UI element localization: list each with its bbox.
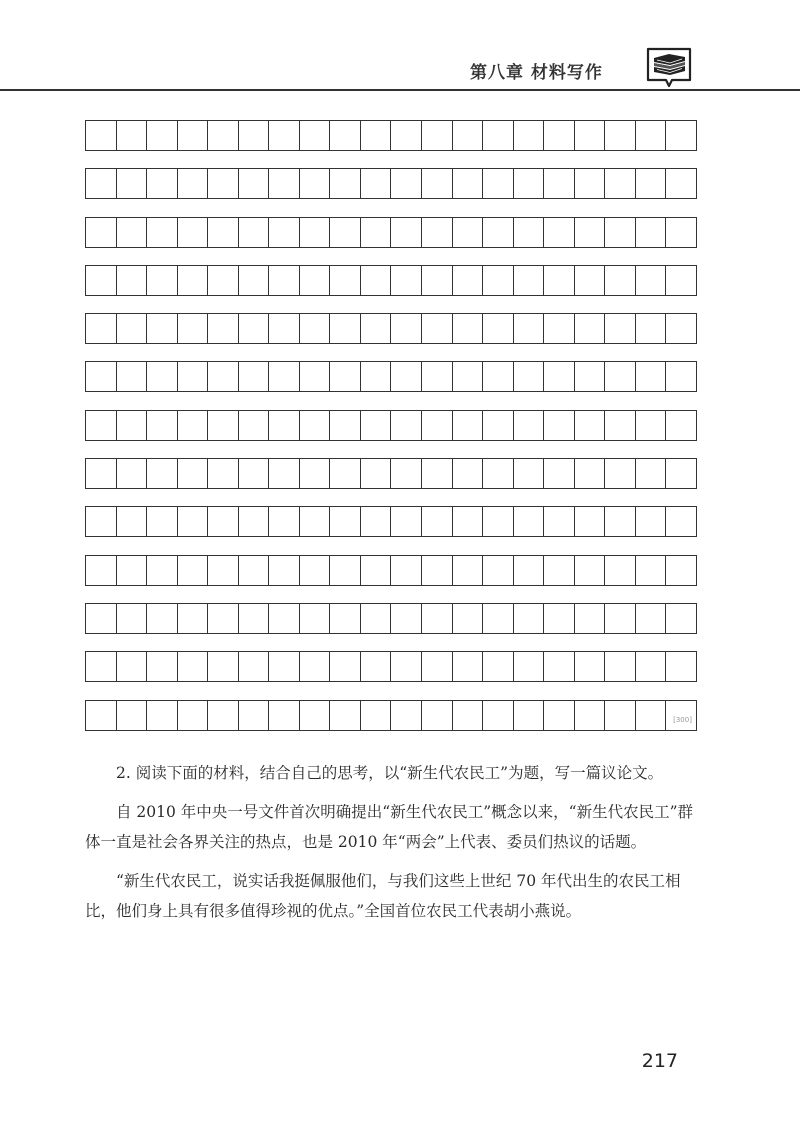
grid-cell[interactable] [391,362,422,391]
grid-cell[interactable] [117,556,148,585]
grid-cell[interactable] [117,507,148,536]
grid-cell[interactable] [330,218,361,247]
grid-cell[interactable] [514,411,545,440]
grid-cell[interactable] [178,169,209,198]
grid-cell[interactable] [391,556,422,585]
grid-cell[interactable] [147,701,178,730]
grid-cell[interactable] [391,266,422,295]
grid-cell[interactable] [636,411,667,440]
grid-cell[interactable] [605,411,636,440]
grid-cell[interactable] [147,169,178,198]
grid-cell[interactable] [361,266,392,295]
grid-cell[interactable] [544,411,575,440]
writing-grid [85,120,697,748]
grid-cell[interactable] [86,556,117,585]
grid-cell[interactable] [86,266,117,295]
grid-cell[interactable] [514,652,545,681]
grid-cell[interactable] [208,121,239,150]
grid-cell[interactable] [453,604,484,633]
grid-cell[interactable] [636,218,667,247]
grid-cell[interactable] [117,169,148,198]
grid-row [85,168,697,199]
grid-cell[interactable] [330,411,361,440]
grid-cell[interactable] [361,459,392,488]
grid-row [85,603,697,634]
grid-cell[interactable] [330,459,361,488]
grid-cell[interactable] [330,604,361,633]
grid-cell[interactable] [575,604,606,633]
grid-row [85,410,697,441]
grid-cell[interactable] [575,411,606,440]
grid-cell[interactable] [239,459,270,488]
grid-cell[interactable] [269,701,300,730]
grid-cell[interactable] [666,169,697,198]
grid-cell[interactable] [269,121,300,150]
grid-cell[interactable] [544,169,575,198]
grid-cell[interactable] [178,314,209,343]
grid-cell[interactable] [483,556,514,585]
grid-cell[interactable] [575,362,606,391]
grid-cell[interactable] [544,652,575,681]
grid-cell[interactable] [208,411,239,440]
grid-cell[interactable] [544,556,575,585]
grid-cell[interactable] [86,701,117,730]
grid-cell[interactable] [178,362,209,391]
grid-cell[interactable] [453,362,484,391]
grid-cell[interactable] [422,411,453,440]
grid-cell[interactable] [147,314,178,343]
grid-cell[interactable] [269,604,300,633]
grid-cell[interactable] [361,507,392,536]
grid-cell[interactable] [391,314,422,343]
grid-cell[interactable] [483,652,514,681]
grid-cell[interactable] [422,701,453,730]
grid-cell[interactable] [544,362,575,391]
grid-cell[interactable] [269,459,300,488]
grid-cell[interactable] [300,507,331,536]
grid-cell[interactable] [514,266,545,295]
grid-cell[interactable] [605,507,636,536]
grid-cell[interactable] [178,507,209,536]
grid-cell[interactable] [422,507,453,536]
grid-cell[interactable] [86,507,117,536]
grid-cell[interactable] [636,314,667,343]
grid-cell[interactable] [178,266,209,295]
grid-cell[interactable] [514,701,545,730]
grid-cell[interactable] [361,411,392,440]
grid-cell[interactable] [208,701,239,730]
grid-cell[interactable] [208,652,239,681]
grid-cell[interactable] [147,121,178,150]
grid-cell[interactable] [239,556,270,585]
grid-cell[interactable] [483,459,514,488]
grid-cell[interactable] [86,362,117,391]
grid-cell[interactable] [269,411,300,440]
grid-cell[interactable] [117,121,148,150]
grid-cell[interactable] [269,314,300,343]
grid-cell[interactable] [239,266,270,295]
grid-cell[interactable] [514,604,545,633]
grid-cell[interactable] [208,314,239,343]
grid-cell[interactable] [178,121,209,150]
grid-cell[interactable] [361,652,392,681]
grid-cell[interactable] [453,507,484,536]
grid-cell[interactable] [636,266,667,295]
grid-cell[interactable] [483,121,514,150]
grid-row [85,265,697,296]
grid-cell[interactable] [361,169,392,198]
grid-cell[interactable] [269,507,300,536]
grid-cell[interactable] [361,604,392,633]
grid-cell[interactable] [666,652,697,681]
grid-cell[interactable] [147,652,178,681]
grid-cell[interactable] [300,604,331,633]
grid-cell[interactable] [605,556,636,585]
grid-row [85,120,697,151]
grid-cell[interactable] [391,652,422,681]
grid-cell[interactable] [544,218,575,247]
grid-cell[interactable] [514,169,545,198]
grid-cell[interactable] [239,701,270,730]
grid-cell[interactable] [514,459,545,488]
grid-cell[interactable] [422,652,453,681]
grid-cell[interactable] [605,169,636,198]
grid-cell[interactable] [575,266,606,295]
grid-cell[interactable] [666,314,697,343]
grid-cell[interactable] [453,266,484,295]
grid-cell[interactable] [86,459,117,488]
grid-cell[interactable] [483,701,514,730]
grid-cell[interactable] [514,121,545,150]
grid-cell[interactable] [361,701,392,730]
grid-cell[interactable] [605,459,636,488]
grid-cell[interactable] [453,701,484,730]
grid-cell[interactable] [666,507,697,536]
grid-row [85,506,697,537]
grid-cell[interactable] [147,266,178,295]
grid-cell[interactable] [422,169,453,198]
grid-cell[interactable] [208,362,239,391]
grid-cell[interactable] [605,701,636,730]
grid-cell[interactable] [239,218,270,247]
grid-cell[interactable] [361,218,392,247]
grid-cell[interactable] [300,266,331,295]
grid-row [85,458,697,489]
grid-cell[interactable] [605,314,636,343]
grid-cell[interactable] [330,121,361,150]
grid-cell[interactable] [666,556,697,585]
grid-cell[interactable] [544,314,575,343]
grid-cell[interactable] [605,362,636,391]
grid-cell[interactable] [422,266,453,295]
grid-cell[interactable] [117,411,148,440]
grid-cell[interactable] [361,121,392,150]
grid-cell[interactable] [575,121,606,150]
grid-cell[interactable] [636,507,667,536]
grid-cell[interactable] [391,169,422,198]
grid-cell[interactable] [269,556,300,585]
grid-cell[interactable] [86,411,117,440]
grid-cell[interactable] [239,121,270,150]
grid-cell[interactable] [239,507,270,536]
grid-cell[interactable] [666,701,697,730]
grid-cell[interactable] [605,266,636,295]
grid-cell[interactable] [575,507,606,536]
grid-cell[interactable] [147,411,178,440]
grid-cell[interactable] [636,459,667,488]
grid-cell[interactable] [269,652,300,681]
grid-cell[interactable] [483,314,514,343]
grid-cell[interactable] [666,121,697,150]
grid-cell[interactable] [117,266,148,295]
grid-cell[interactable] [575,701,606,730]
grid-cell[interactable] [422,314,453,343]
word-count-marker: [300] [673,715,692,724]
grid-cell[interactable] [391,701,422,730]
grid-cell[interactable] [422,556,453,585]
grid-cell[interactable] [605,652,636,681]
grid-cell[interactable] [239,169,270,198]
grid-cell[interactable] [666,459,697,488]
grid-cell[interactable] [636,701,667,730]
grid-cell[interactable] [269,169,300,198]
grid-cell[interactable] [269,266,300,295]
grid-cell[interactable] [422,362,453,391]
grid-cell[interactable] [361,362,392,391]
grid-cell[interactable] [453,411,484,440]
exercise-content [85,758,700,935]
grid-cell[interactable] [483,362,514,391]
grid-cell[interactable] [483,218,514,247]
grid-cell[interactable] [300,121,331,150]
grid-cell[interactable] [391,459,422,488]
grid-cell[interactable] [117,652,148,681]
grid-cell[interactable] [117,459,148,488]
exercise-prompt: 2. 阅读下面的材料，结合自己的思考，以“新生代农民工”为题，写一篇议论文。 [116,764,664,782]
grid-cell[interactable] [422,459,453,488]
grid-cell[interactable] [147,459,178,488]
grid-cell[interactable] [575,652,606,681]
grid-cell[interactable] [391,411,422,440]
grid-cell[interactable] [208,266,239,295]
grid-cell[interactable] [147,218,178,247]
grid-cell[interactable] [86,169,117,198]
grid-cell[interactable] [391,604,422,633]
grid-cell[interactable] [391,218,422,247]
grid-cell[interactable] [514,362,545,391]
grid-cell[interactable] [636,121,667,150]
grid-cell[interactable] [422,218,453,247]
material-paragraph: 自 2010 年中央一号文件首次明确提出“新生代农民工”概念以来，“新生代农民工”群体一直是社会各界关注的热点，也是 2010 年“两会”上代表、委员们热议的话题。 [85,803,693,851]
grid-cell[interactable] [178,604,209,633]
grid-cell[interactable] [514,218,545,247]
grid-cell[interactable] [514,507,545,536]
grid-cell[interactable] [636,169,667,198]
grid-cell[interactable] [300,652,331,681]
grid-cell[interactable] [483,411,514,440]
grid-cell[interactable] [575,169,606,198]
grid-cell[interactable] [117,701,148,730]
grid-cell[interactable] [117,218,148,247]
grid-row [85,651,697,682]
grid-cell[interactable] [666,362,697,391]
grid-cell[interactable] [453,169,484,198]
grid-cell[interactable] [544,604,575,633]
grid-cell[interactable] [666,411,697,440]
grid-cell[interactable] [86,218,117,247]
grid-cell[interactable] [666,218,697,247]
grid-cell[interactable] [544,701,575,730]
grid-cell[interactable] [453,121,484,150]
grid-row [85,700,697,731]
grid-cell[interactable] [117,314,148,343]
grid-cell[interactable] [636,604,667,633]
grid-cell[interactable] [605,218,636,247]
grid-cell[interactable] [666,604,697,633]
grid-row [85,361,697,392]
grid-cell[interactable] [330,362,361,391]
grid-cell[interactable] [239,652,270,681]
grid-cell[interactable] [636,362,667,391]
grid-cell[interactable] [208,218,239,247]
grid-row [85,555,697,586]
grid-cell[interactable] [330,266,361,295]
grid-cell[interactable] [544,121,575,150]
grid-cell[interactable] [300,218,331,247]
grid-cell[interactable] [361,314,392,343]
grid-cell[interactable] [208,169,239,198]
grid-cell[interactable] [483,507,514,536]
grid-cell[interactable] [178,652,209,681]
grid-cell[interactable] [666,266,697,295]
grid-cell[interactable] [300,314,331,343]
grid-cell[interactable] [575,556,606,585]
grid-cell[interactable] [147,604,178,633]
grid-cell[interactable] [269,362,300,391]
grid-cell[interactable] [300,701,331,730]
grid-cell[interactable] [422,121,453,150]
grid-cell[interactable] [453,314,484,343]
grid-cell[interactable] [178,556,209,585]
grid-cell[interactable] [300,411,331,440]
grid-cell[interactable] [300,459,331,488]
grid-cell[interactable] [208,507,239,536]
grid-cell[interactable] [422,604,453,633]
book-stack-icon [645,46,693,90]
grid-cell[interactable] [483,169,514,198]
chapter-title: 第八章 材料写作 [470,63,603,83]
grid-cell[interactable] [239,362,270,391]
grid-cell[interactable] [544,266,575,295]
grid-cell[interactable] [86,652,117,681]
grid-cell[interactable] [330,314,361,343]
grid-cell[interactable] [178,701,209,730]
grid-cell[interactable] [483,266,514,295]
grid-cell[interactable] [300,362,331,391]
grid-cell[interactable] [514,556,545,585]
grid-cell[interactable] [86,604,117,633]
grid-cell[interactable] [453,556,484,585]
grid-cell[interactable] [178,411,209,440]
grid-cell[interactable] [86,314,117,343]
grid-cell[interactable] [391,507,422,536]
grid-cell[interactable] [575,459,606,488]
grid-cell[interactable] [239,314,270,343]
grid-cell[interactable] [330,169,361,198]
grid-cell[interactable] [514,314,545,343]
grid-cell[interactable] [208,459,239,488]
grid-cell[interactable] [208,556,239,585]
grid-cell[interactable] [575,314,606,343]
grid-cell[interactable] [117,604,148,633]
grid-cell[interactable] [330,652,361,681]
grid-cell[interactable] [605,121,636,150]
grid-cell[interactable] [86,121,117,150]
grid-cell[interactable] [147,556,178,585]
grid-cell[interactable] [636,556,667,585]
grid-cell[interactable] [483,604,514,633]
grid-cell[interactable] [147,362,178,391]
grid-cell[interactable] [239,604,270,633]
grid-row [85,313,697,344]
header-divider [0,89,800,91]
grid-cell[interactable] [544,459,575,488]
grid-cell[interactable] [361,556,392,585]
grid-cell[interactable] [330,701,361,730]
grid-cell[interactable] [453,459,484,488]
grid-cell[interactable] [575,218,606,247]
grid-cell[interactable] [453,218,484,247]
grid-cell[interactable] [453,652,484,681]
grid-cell[interactable] [330,507,361,536]
grid-cell[interactable] [300,556,331,585]
grid-cell[interactable] [147,507,178,536]
grid-cell[interactable] [330,556,361,585]
grid-cell[interactable] [544,507,575,536]
grid-cell[interactable] [269,218,300,247]
grid-cell[interactable] [605,604,636,633]
grid-cell[interactable] [178,459,209,488]
grid-cell[interactable] [636,652,667,681]
grid-cell[interactable] [178,218,209,247]
grid-cell[interactable] [208,604,239,633]
grid-cell[interactable] [239,411,270,440]
grid-row [85,217,697,248]
grid-cell[interactable] [391,121,422,150]
page-number: 217 [641,1050,678,1072]
material-quote: “新生代农民工，说实话我挺佩服他们，与我们这些上世纪 70 年代出生的农民工相比，他们身上具有很多值得珍视的优点。”全国首位农民工代表胡小燕说。 [85,872,681,920]
grid-cell[interactable] [117,362,148,391]
grid-cell[interactable] [300,169,331,198]
